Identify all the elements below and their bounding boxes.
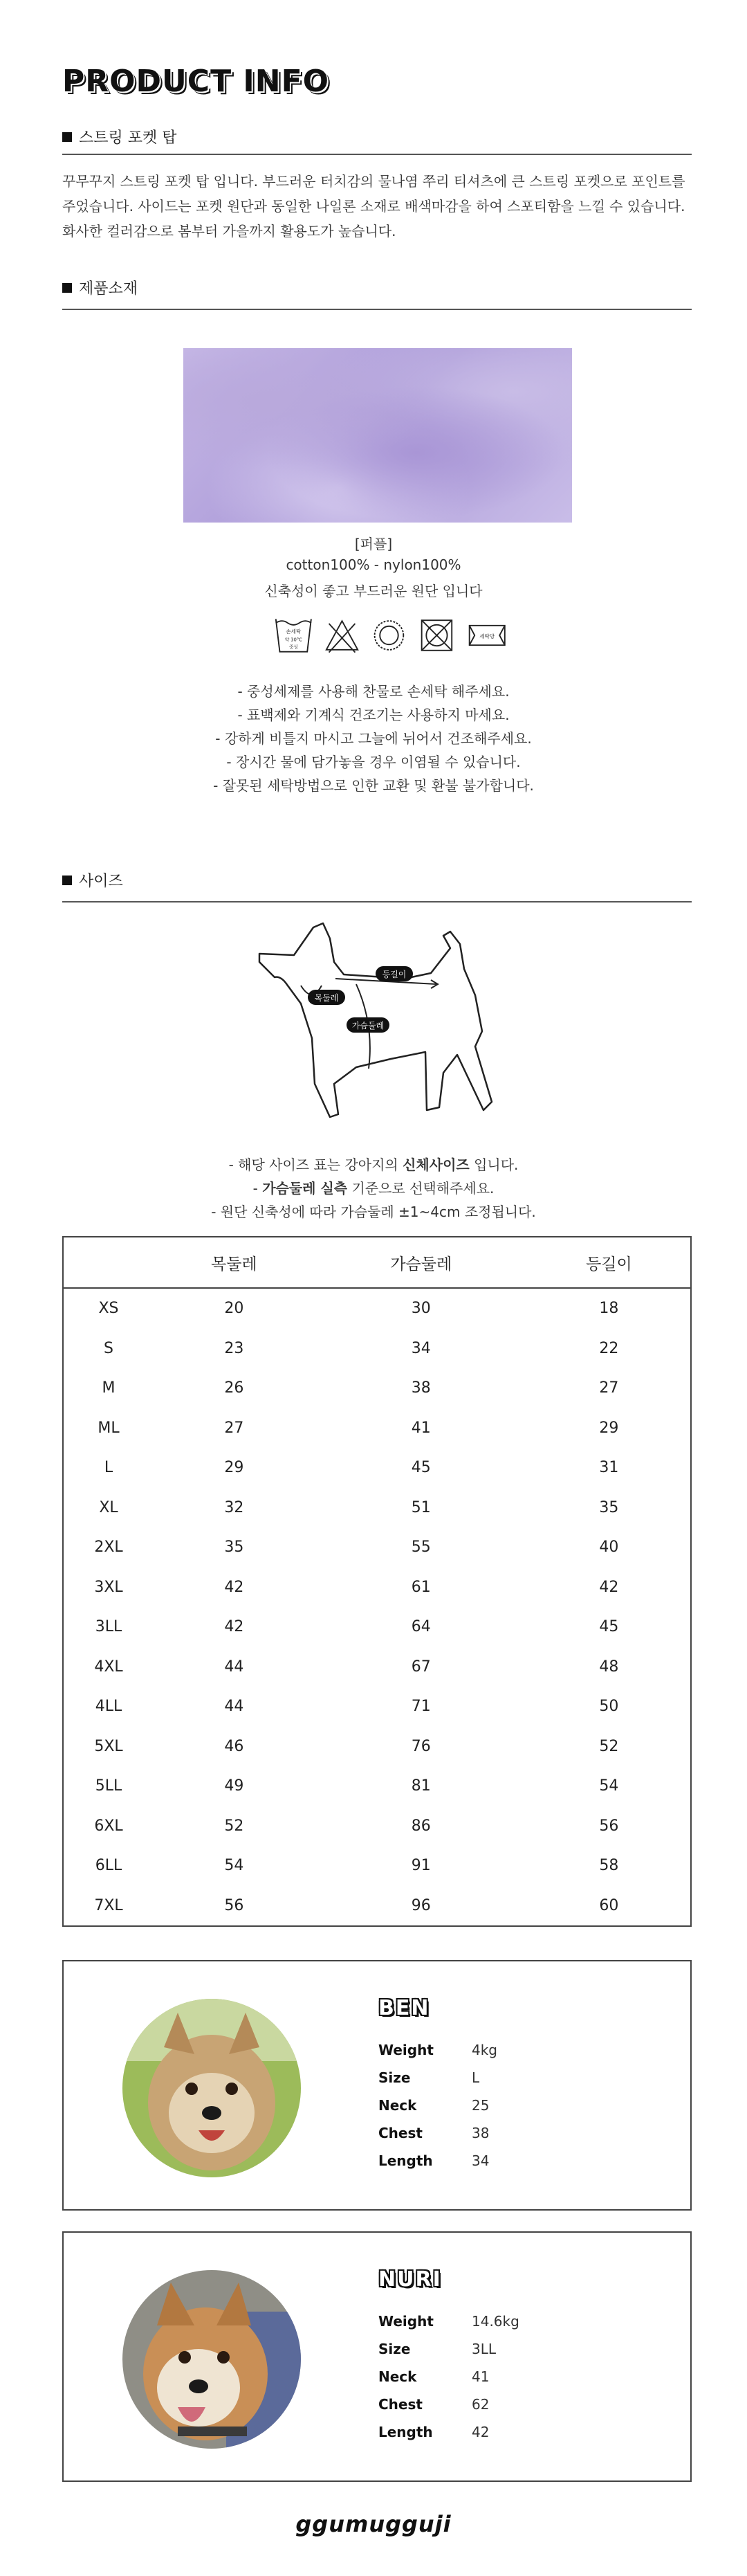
table-cell: 41 — [411, 1419, 431, 1437]
size-label-cell: 2XL — [94, 1539, 123, 1557]
section-heading-material — [62, 277, 138, 298]
table-cell: 27 — [599, 1379, 619, 1397]
table-cell: 20 — [224, 1300, 244, 1318]
description-line: 꾸무꾸지 스트링 포켓 탑 입니다. 부드러운 터치감의 물나염 쭈리 티셔츠에 큰 스트링 포켓으로 포인트를 — [62, 173, 685, 190]
care-icon-text: 약 30°C — [284, 637, 302, 643]
care-line: - 잘못된 세탁방법으로 인한 교환 및 환불 불가합니다. — [213, 777, 534, 794]
table-cell: 61 — [411, 1578, 431, 1596]
table-cell: 23 — [224, 1339, 244, 1357]
spec-key: Chest — [378, 2396, 423, 2413]
table-cell: 30 — [411, 1300, 431, 1318]
spec-value: 62 — [472, 2396, 490, 2413]
dog-photo-nuri — [122, 2270, 301, 2449]
table-cell: 40 — [599, 1539, 619, 1557]
table-cell: 27 — [224, 1419, 244, 1437]
section-heading-label: 스트링 포켓 탑 — [79, 129, 177, 147]
table-cell: 91 — [411, 1857, 431, 1875]
bullet-square — [62, 283, 72, 293]
size-label-cell: S — [104, 1339, 113, 1357]
spec-key: Size — [378, 2341, 411, 2357]
size-label-cell: 3LL — [95, 1618, 122, 1636]
table-cell: 76 — [411, 1737, 431, 1755]
size-label-cell: M — [102, 1379, 116, 1397]
table-row — [63, 1846, 691, 1886]
chest-label: 가슴둘레 — [351, 1021, 385, 1031]
spec-row — [378, 2396, 558, 2413]
model-card — [62, 2231, 692, 2482]
table-row — [63, 1687, 691, 1727]
table-cell: 26 — [224, 1379, 244, 1397]
brand-logo: ggumugguji — [295, 2511, 452, 2537]
spec-key: Weight — [378, 2042, 434, 2058]
table-row — [63, 1448, 691, 1488]
table-cell: 64 — [411, 1618, 431, 1636]
fabric-color-label: [퍼플] — [354, 536, 393, 552]
divider — [62, 901, 692, 902]
table-cell: 45 — [599, 1618, 619, 1636]
size-label-cell: XL — [99, 1498, 118, 1516]
model-name: NURI — [378, 2267, 442, 2292]
note-text: - 해당 사이즈 표는 강아지의 — [228, 1157, 403, 1173]
neck-label: 목둘레 — [314, 993, 339, 1003]
table-header-row — [63, 1237, 691, 1288]
header-cell — [63, 1237, 154, 1288]
spec-key: Length — [378, 2424, 433, 2440]
table-cell: 38 — [411, 1379, 431, 1397]
table-cell: 51 — [411, 1498, 431, 1516]
size-notes — [0, 1153, 747, 1224]
header-cell: 목둘레 — [154, 1237, 315, 1288]
size-label-cell: XS — [98, 1300, 119, 1318]
model-name: BEN — [378, 1996, 430, 2020]
table-cell: 22 — [599, 1339, 619, 1357]
table-cell: 55 — [411, 1539, 431, 1557]
spec-row — [378, 2097, 558, 2114]
no-tumble-dry-icon — [370, 615, 408, 655]
note-text: 입니다. — [469, 1157, 519, 1173]
table-row — [63, 1488, 691, 1528]
avatar — [122, 2270, 301, 2449]
spec-key: Length — [378, 2152, 433, 2169]
table-cell: 67 — [411, 1658, 431, 1676]
care-line: - 표백제와 기계식 건조기는 사용하지 마세요. — [237, 707, 510, 723]
table-cell: 56 — [224, 1896, 244, 1914]
size-table-body — [63, 1288, 691, 1926]
size-note: - 원단 신축성에 따라 가슴둘레 ±1~4cm 조정됩니다. — [211, 1204, 536, 1220]
table-cell: 58 — [599, 1857, 619, 1875]
table-cell: 71 — [411, 1698, 431, 1716]
table-row — [63, 1806, 691, 1847]
table-cell: 34 — [411, 1339, 431, 1357]
spec-row — [378, 2313, 558, 2330]
table-row — [63, 1766, 691, 1806]
size-label-cell: 4XL — [94, 1658, 123, 1676]
care-line: - 중성세제를 사용해 찬물로 손세탁 해주세요. — [237, 683, 510, 700]
table-row — [63, 1886, 691, 1927]
table-cell: 52 — [224, 1817, 244, 1835]
bullet-square — [62, 132, 72, 142]
spec-row — [378, 2042, 558, 2058]
table-cell: 35 — [224, 1539, 244, 1557]
size-note — [0, 1177, 747, 1200]
fabric-composition: cotton100% - nylon100% — [286, 556, 461, 573]
spec-value: 41 — [472, 2368, 490, 2385]
table-cell: 86 — [411, 1817, 431, 1835]
table-cell: 42 — [599, 1578, 619, 1596]
table-cell: 29 — [224, 1459, 244, 1477]
spec-value: L — [472, 2069, 480, 2086]
size-label-cell: 4LL — [95, 1698, 122, 1716]
spec-row — [378, 2069, 558, 2086]
size-label-cell: 6LL — [95, 1857, 122, 1875]
table-cell: 52 — [599, 1737, 619, 1755]
divider — [62, 309, 692, 310]
note-text: 기준으로 선택해주세요. — [347, 1180, 495, 1197]
hand-wash-icon — [273, 614, 314, 657]
table-cell: 32 — [224, 1498, 244, 1516]
bullet-square — [62, 876, 72, 885]
header-cell: 등길이 — [528, 1237, 691, 1288]
spec-value: 4kg — [472, 2042, 498, 2058]
back-label: 등길이 — [382, 970, 407, 979]
spec-value: 42 — [472, 2424, 490, 2440]
fabric-feel: 신축성이 좋고 부드러운 원단 입니다 — [264, 583, 483, 599]
size-label-cell: 3XL — [94, 1578, 123, 1596]
spec-row — [378, 2341, 558, 2357]
spec-key: Chest — [378, 2125, 423, 2141]
size-label-cell: 7XL — [94, 1896, 123, 1914]
dog-measurement-diagram — [252, 920, 501, 1135]
no-bleach-icon — [324, 616, 360, 655]
note-text: - — [252, 1180, 263, 1197]
table-cell: 35 — [599, 1498, 619, 1516]
header-cell: 가슴둘레 — [315, 1237, 528, 1288]
product-description — [62, 169, 692, 244]
spec-row — [378, 2125, 558, 2141]
page-title: PRODUCT INFO — [62, 64, 330, 99]
section-heading-size — [62, 869, 123, 891]
table-row — [63, 1647, 691, 1687]
table-cell: 54 — [599, 1777, 619, 1795]
table-cell: 56 — [599, 1817, 619, 1835]
table-cell: 49 — [224, 1777, 244, 1795]
section-heading-label: 제품소재 — [79, 280, 138, 298]
size-label-cell: 5LL — [95, 1777, 122, 1795]
care-icon-text: 중성 — [288, 644, 298, 650]
spec-row — [378, 2424, 558, 2440]
section-heading-label: 사이즈 — [79, 873, 123, 890]
spec-value: 38 — [472, 2125, 490, 2141]
table-cell: 50 — [599, 1698, 619, 1716]
table-cell: 42 — [224, 1578, 244, 1596]
spec-key: Neck — [378, 2368, 417, 2385]
size-label-cell: ML — [98, 1419, 120, 1437]
care-line: - 강하게 비틀지 마시고 그늘에 뉘어서 건조해주세요. — [215, 730, 532, 747]
table-cell: 44 — [224, 1698, 244, 1716]
table-row — [63, 1568, 691, 1608]
table-row — [63, 1368, 691, 1408]
table-cell: 31 — [599, 1459, 619, 1477]
wash-net-icon — [465, 618, 508, 653]
spec-key: Neck — [378, 2097, 417, 2114]
spec-key: Size — [378, 2069, 411, 2086]
size-label-cell: L — [104, 1459, 113, 1477]
table-row — [63, 1329, 691, 1369]
care-instructions — [0, 680, 747, 797]
care-icons — [273, 612, 508, 659]
table-cell: 81 — [411, 1777, 431, 1795]
size-label-cell: 5XL — [94, 1737, 123, 1755]
description-line: 화사한 컬러감으로 봄부터 가을까지 활용도가 높습니다. — [62, 223, 396, 239]
size-label-cell: 6XL — [94, 1817, 123, 1835]
fabric-swatch-image — [183, 348, 572, 523]
table-row — [63, 1607, 691, 1647]
table-cell: 18 — [599, 1300, 619, 1318]
spec-value: 3LL — [472, 2341, 497, 2357]
size-table — [62, 1236, 692, 1927]
divider — [62, 154, 692, 155]
table-cell: 60 — [599, 1896, 619, 1914]
no-machine-dry-icon — [418, 615, 456, 655]
size-note — [0, 1153, 747, 1177]
table-row — [63, 1527, 691, 1568]
spec-value: 25 — [472, 2097, 490, 2114]
table-cell: 48 — [599, 1658, 619, 1676]
table-row — [63, 1288, 691, 1329]
table-row — [63, 1408, 691, 1449]
note-emphasis: 가슴둘레 실측 — [262, 1180, 348, 1197]
spec-value: 14.6kg — [472, 2313, 519, 2330]
avatar — [122, 1999, 301, 2177]
care-icon-text: 손세탁 — [286, 628, 302, 635]
spec-row — [378, 2368, 558, 2385]
description-line: 주었습니다. 사이드는 포켓 원단과 동일한 나일론 소재로 배색마감을 하여 스포티함을 느낄 수 있습니다. — [62, 198, 685, 215]
table-row — [63, 1727, 691, 1767]
section-heading-product — [62, 126, 177, 147]
spec-value: 34 — [472, 2152, 490, 2169]
spec-row — [378, 2152, 558, 2169]
model-card — [62, 1960, 692, 2211]
table-cell: 42 — [224, 1618, 244, 1636]
spec-key: Weight — [378, 2313, 434, 2330]
table-cell: 44 — [224, 1658, 244, 1676]
note-emphasis: 신체사이즈 — [403, 1157, 470, 1173]
table-cell: 46 — [224, 1737, 244, 1755]
dog-photo-ben — [122, 1999, 301, 2177]
table-cell: 54 — [224, 1857, 244, 1875]
table-cell: 96 — [411, 1896, 431, 1914]
care-icon-text: 세탁망 — [479, 633, 495, 640]
care-line: - 장시간 물에 담가놓을 경우 이염될 수 있습니다. — [226, 754, 521, 770]
table-cell: 45 — [411, 1459, 431, 1477]
table-cell: 29 — [599, 1419, 619, 1437]
